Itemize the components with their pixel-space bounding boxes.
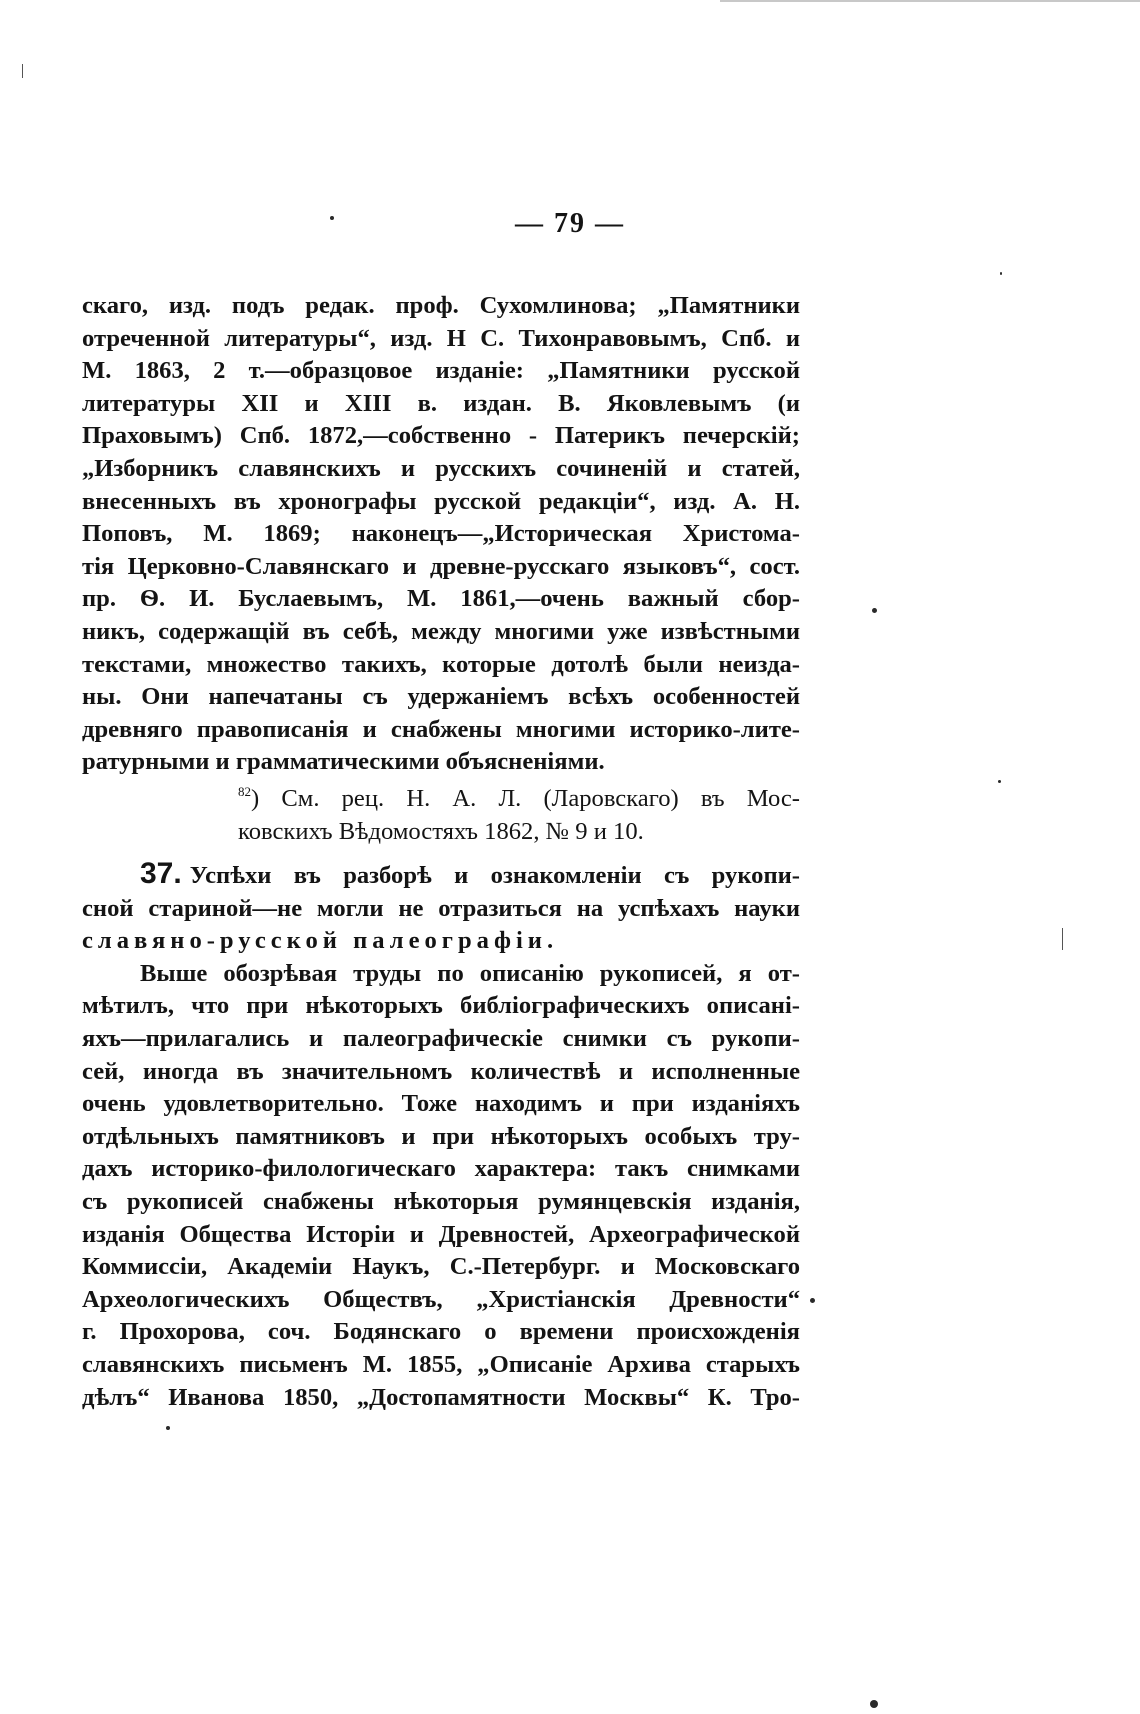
scan-speck (1000, 272, 1002, 275)
text-line: изданія Общества Исторіи и Древностей, Археографической (82, 1220, 800, 1248)
text-line: ратурными и грамматическими объясненіями. (82, 748, 605, 776)
text-line: дѣлъ“ Иванова 1850, „Достопамятности Москвы“ К. Тро- (82, 1383, 800, 1411)
text-line: Коммиссіи, Академіи Наукъ, С.-Петербург. и Московскаго (82, 1253, 800, 1281)
text-line: Праховымъ) Спб. 1872,—собственно - Патерикъ печерскій; (82, 422, 800, 450)
text-line: „Изборникъ славянскихъ и русскихъ сочиненій и статей, (82, 454, 800, 482)
main-text (82, 290, 800, 779)
text-line: г. Прохорова, соч. Бодянскаго о времени происхожденія (82, 1318, 800, 1346)
text-line: отреченной литературы“, изд. Н С. Тихонравовымъ, Спб. и (82, 324, 800, 352)
text-line: сной стариной—не могли не отразиться на успѣхахъ науки (82, 894, 800, 922)
footnote-line (82, 776, 800, 816)
scan-speck (870, 1700, 878, 1708)
text-line: М. 1863, 2 т.—образцовое изданіе: „Памятники русской (82, 357, 800, 385)
section-topic: славяно-русской палеографіи. (82, 927, 559, 955)
scan-speck (998, 780, 1001, 783)
footnote (82, 776, 800, 848)
section-number: 37. (140, 857, 182, 890)
section-heading-line (82, 858, 800, 893)
text-line: текстами, множество такихъ, которые дотолѣ были неизда- (82, 650, 800, 678)
text-line: ны. Они напечатаны съ удержаніемъ всѣхъ особенностей (82, 683, 800, 711)
section-heading-text: Успѣхи въ разборѣ и ознакомленіи съ рукопи- (189, 862, 800, 889)
section-37 (82, 858, 800, 1414)
scan-margin-mark (1062, 928, 1063, 950)
scan-margin-mark (22, 64, 23, 78)
text-line: никъ, содержащій въ себѣ, между многими уже извѣстными (82, 617, 800, 645)
text-line: тія Церковно-Славянскаго и древне-русскаго языковъ“, сост. (82, 552, 800, 580)
text-line: пр. Ѳ. И. Буслаевымъ, М. 1861,—очень важный сбор- (82, 585, 800, 613)
text-line: скаго, изд. подъ редак. проф. Сухомлинова; „Памятники (82, 292, 800, 319)
text-line: Выше обозрѣвая труды по описанію рукописей, я от- (140, 959, 800, 987)
text-line: отдѣльныхъ памятниковъ и при нѣкоторыхъ особыхъ тру- (82, 1122, 800, 1150)
text-line: мѣтилъ, что при нѣкоторыхъ библіографическихъ описані- (82, 992, 800, 1020)
text-line: Археологическихъ Обществъ, „Христіанскія Древности“ (82, 1285, 800, 1313)
scan-speck (872, 608, 877, 613)
text-line: съ рукописей снабжены нѣкоторыя румянцевскія изданія, (82, 1187, 800, 1215)
text-line: Поповъ, М. 1869; наконецъ—„Историческая Христома- (82, 520, 800, 548)
text-line: сей, иногда въ значительномъ количествѣ и исполненные (82, 1057, 800, 1085)
footnote-marker: 82 (238, 784, 251, 799)
text-line: яхъ—прилагались и палеографическіе снимки съ рукопи- (82, 1024, 800, 1052)
text-line: древняго правописанія и снабжены многими историко-лите- (82, 715, 800, 743)
page-number: — 79 — (515, 208, 625, 239)
text-line: очень удовлетворительно. Тоже находимъ и при изданіяхъ (82, 1090, 800, 1118)
footnote-line: ковскихъ Вѣдомостяхъ 1862, № 9 и 10. (238, 817, 644, 845)
text-line: внесенныхъ въ хронографы русской редакціи“, изд. А. Н. (82, 487, 800, 515)
scan-top-edge (720, 0, 1140, 2)
footnote-text: ) См. рец. Н. А. Л. (Ларовскаго) въ Мос- (251, 785, 800, 812)
text-line: дахъ историко-филологическаго характера: такъ снимками (82, 1155, 800, 1183)
scan-speck (810, 1298, 815, 1303)
text-line: литературы XII и XIII в. издан. В. Яковлевымъ (и (82, 389, 800, 417)
text-line: славянскихъ письменъ М. 1855, „Описаніе Архива старыхъ (82, 1350, 800, 1378)
scan-speck (166, 1426, 170, 1430)
